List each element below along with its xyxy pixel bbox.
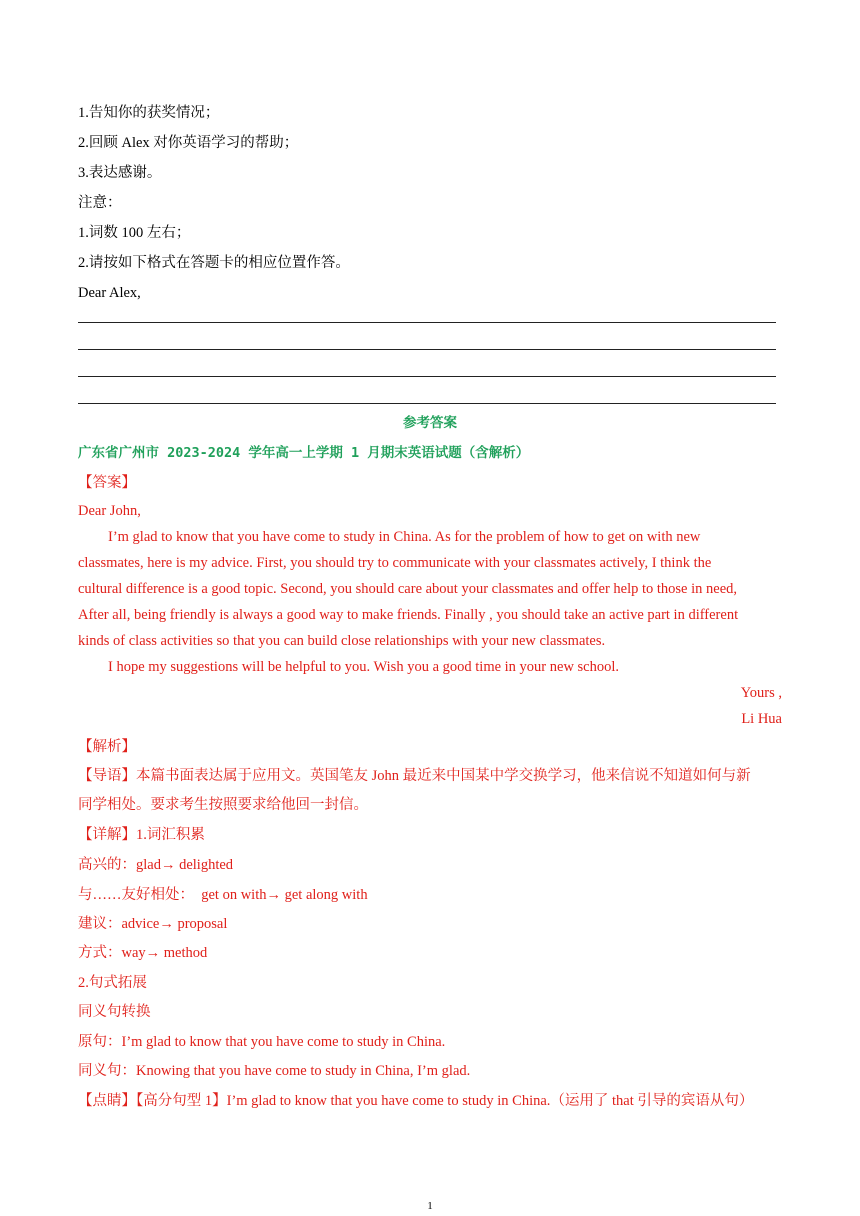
notes-title: 注意： xyxy=(78,195,122,211)
letter-salutation-prompt: Dear Alex, xyxy=(78,285,141,301)
vocab-en: glad→ delighted xyxy=(136,857,234,873)
letter-signature: Li Hua xyxy=(741,711,782,727)
answer-heading: 参考答案 xyxy=(403,415,457,431)
note-2: 2.请按如下格式在答题卡的相应位置作答。 xyxy=(78,255,350,271)
answer-line xyxy=(78,349,776,350)
vocab-en: way→ method xyxy=(121,945,208,961)
vocab-cn: 方式： xyxy=(78,945,122,961)
vocab-item xyxy=(78,914,227,934)
vocab-en: advice→ proposal xyxy=(121,916,228,932)
answer-tag: 【答案】 xyxy=(78,475,136,491)
vocab-cn: 高兴的： xyxy=(78,857,136,873)
source-title: 广东省广州市 2023-2024 学年高一上学期 1 月期末英语试题（含解析） xyxy=(78,445,530,461)
letter-body-line: I’m glad to know that you have come to study in China. As for the problem of how to get on with new xyxy=(108,529,701,545)
letter-closing: Yours , xyxy=(740,685,782,701)
intro-line: 【导语】本篇书面表达属于应用文。英国笔友 John 最近来中国某中学交换学习，他来信说不知道如何与新 xyxy=(78,768,751,784)
letter-body-line: cultural difference is a good topic. Second, you should care about your classmates and offer help to those in need, xyxy=(78,581,738,597)
detail-tag: 【详解】 xyxy=(78,827,136,843)
vocab-cn: 建议： xyxy=(78,916,122,932)
letter-body-line: After all, being friendly is always a good way to make friends. Finally , you should take an active part in different xyxy=(78,607,739,623)
requirement-2: 2.回顾 Alex 对你英语学习的帮助； xyxy=(78,135,299,151)
note-1: 1.词数 100 左右； xyxy=(78,225,191,241)
original-sentence xyxy=(78,1032,445,1052)
analysis-tag: 【解析】 xyxy=(78,739,136,755)
requirement-3: 3.表达感谢。 xyxy=(78,165,162,181)
pattern-title: 2.句式拓展 xyxy=(78,975,147,991)
highlight-sentence xyxy=(78,1091,753,1111)
vocab-item xyxy=(78,943,207,963)
highlight-text: I’m glad to know that you have come to study in China. xyxy=(226,1093,551,1109)
pattern-subtitle: 同义句转换 xyxy=(78,1004,151,1020)
page-number: 1 xyxy=(427,1200,433,1212)
original-label: 原句： xyxy=(78,1034,122,1050)
detail-title: 1.词汇积累 xyxy=(136,827,205,843)
answer-line xyxy=(78,322,776,323)
vocab-item xyxy=(78,885,368,905)
letter-body-line: kinds of class activities so that you can build close relationships with your new classmates. xyxy=(78,633,606,649)
answer-line xyxy=(78,403,776,404)
highlight-note: （运用了 that 引导的宾语从句） xyxy=(550,1093,754,1109)
letter-closing-paragraph: I hope my suggestions will be helpful to you. Wish you a good time in your new school. xyxy=(108,659,620,675)
letter-greeting: Dear John, xyxy=(78,503,141,519)
vocab-cn: 与……友好相处： xyxy=(78,887,194,903)
vocab-en: get on with→ get along with xyxy=(194,887,368,903)
requirement-1: 1.告知你的获奖情况； xyxy=(78,105,220,121)
synonym-text: Knowing that you have come to study in China, I’m glad. xyxy=(136,1063,471,1079)
letter-body-line: classmates, here is my advice. First, you should try to communicate with your classmates actively, I think the xyxy=(78,555,712,571)
answer-line xyxy=(78,376,776,377)
vocab-item xyxy=(78,855,233,875)
synonym-label: 同义句： xyxy=(78,1063,136,1079)
detail-heading xyxy=(78,825,205,845)
original-text: I’m glad to know that you have come to study in China. xyxy=(121,1034,446,1050)
intro-line: 同学相处。要求考生按照要求给他回一封信。 xyxy=(78,797,368,813)
synonym-sentence xyxy=(78,1061,470,1081)
highlight-tag: 【点睛】【高分句型 1】 xyxy=(78,1093,227,1109)
